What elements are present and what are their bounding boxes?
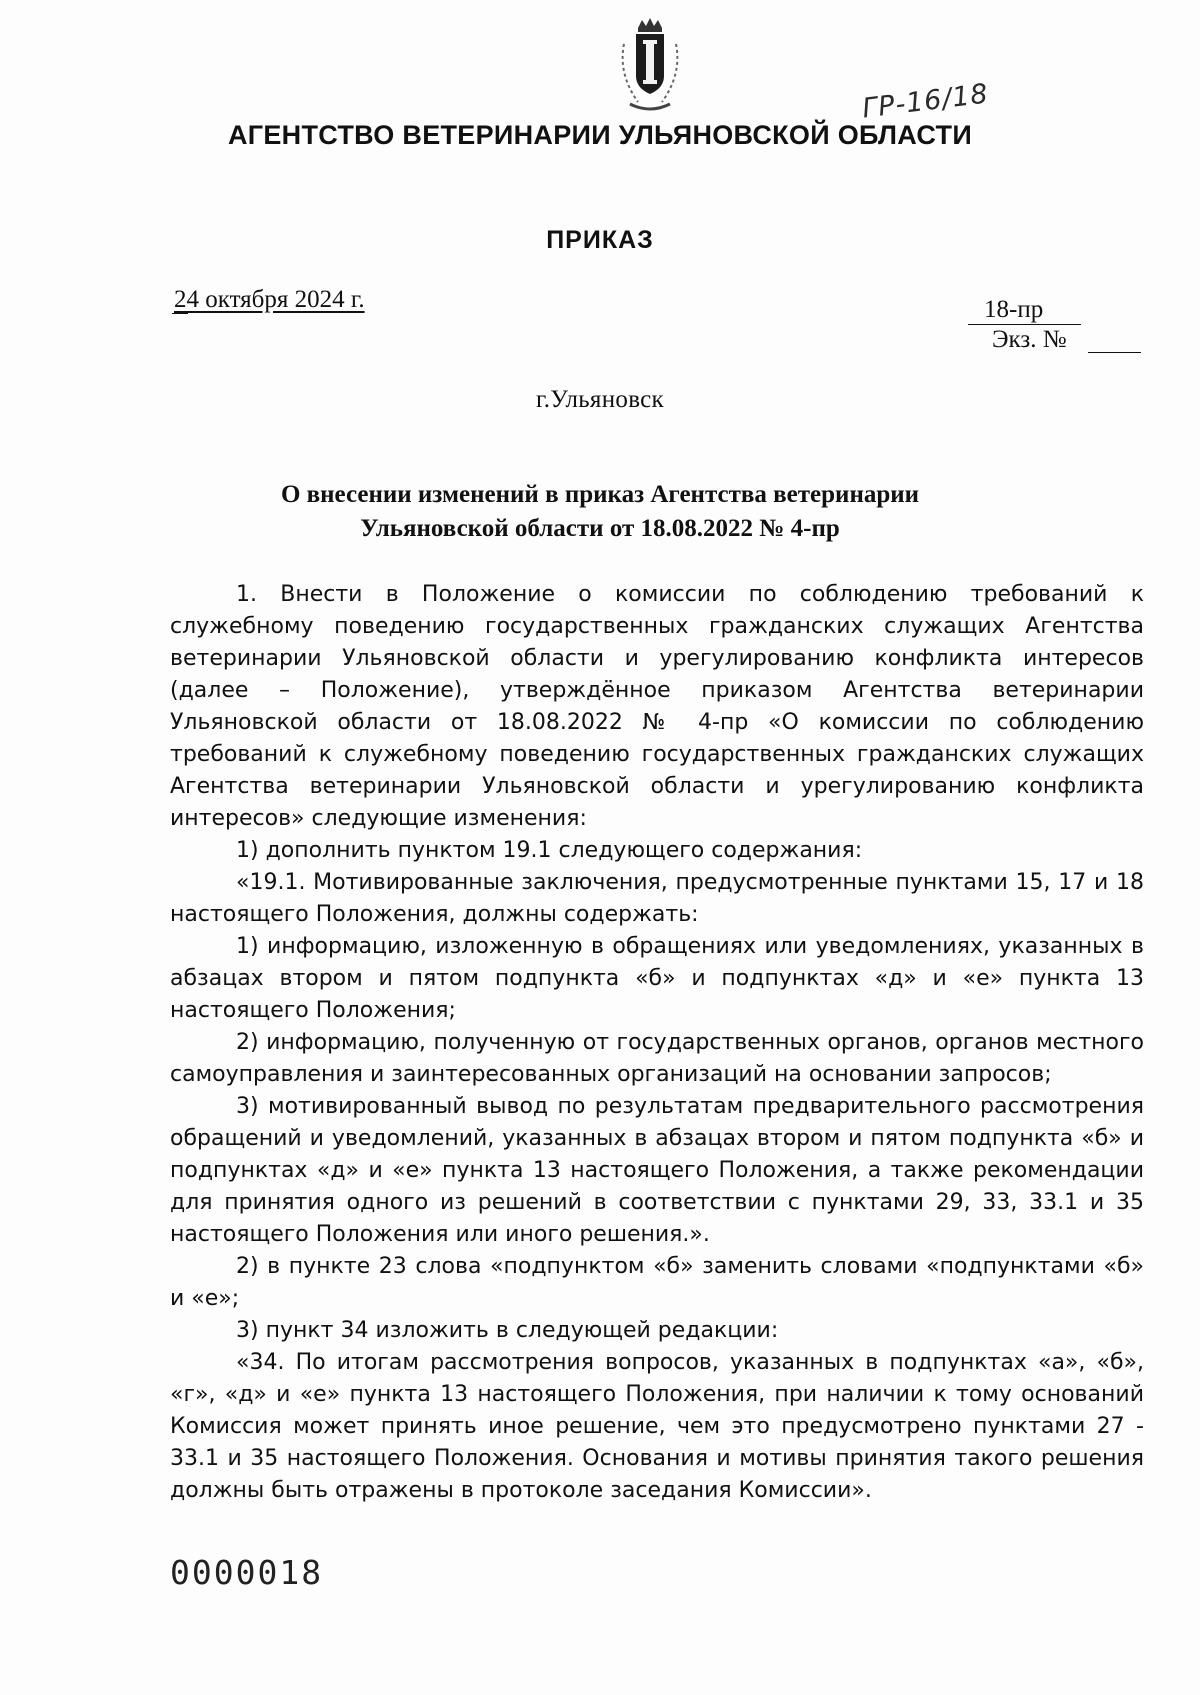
body-paragraph-1: 1. Внести в Положение о комиссии по соблюдению требований к служебному поведению государственных гражданских служащих Агентства ветеринарии Ульяновской области и урегулированию конфликта интересов (далее – Положение), утверждённое приказом Агентства ветеринарии Ульяновской области от 18.08.2022 № 4-пр «О комиссии по соблюдению требований к служебному поведению государственных гражданских служащих Агентства ветеринарии Ульяновской области и урегулированию конфликта интересов» следующие изменения: — [170, 582, 1144, 831]
body-paragraph-3: «19.1. Мотивированные заключения, предусмотренные пунктами 15, 17 и 18 настоящего Положения, должны содержать: — [170, 870, 1144, 927]
copy-number-label: Экз. № — [992, 326, 1067, 353]
registration-handwritten-note: ГР-16/18 — [860, 78, 991, 125]
document-city: г.Ульяновск — [535, 386, 665, 413]
document-serial-code: 0000018 — [170, 1553, 324, 1592]
body-paragraph-4: 1) информацию, изложенную в обращениях или уведомлениях, указанных в абзацах втором и пятом подпункта «б» и подпунктах «д» и «е» пункта 13 настоящего Положения; — [170, 934, 1144, 1023]
body-paragraph-2: 1) дополнить пунктом 19.1 следующего содержания: — [236, 838, 863, 863]
coat-of-arms-icon — [608, 14, 692, 122]
document-title — [0, 478, 1200, 546]
title-line-2: Ульяновской области от 18.08.2022 № 4-пр — [360, 515, 840, 542]
body-paragraph-7: 2) в пункте 23 слова «подпунктом «б» заменить словами «подпунктами «б» и «е»; — [170, 1254, 1144, 1311]
agency-name: АГЕНТСТВО ВЕТЕРИНАРИИ УЛЬЯНОВСКОЙ ОБЛАСТИ — [227, 120, 973, 150]
copy-number-blank — [1088, 352, 1141, 353]
document-number: 18-пр — [984, 296, 1044, 323]
title-line-1: О внесении изменений в приказ Агентства ветеринарии — [280, 481, 920, 508]
document-date: 24 октября 2024 г. — [174, 286, 365, 313]
body-paragraph-8: 3) пункт 34 изложить в следующей редакции: — [236, 1318, 779, 1343]
body-paragraph-6: 3) мотивированный вывод по результатам предварительного рассмотрения обращений и уведомлений, указанных в абзацах втором и пятом подпункта «б» и подпунктах «д» и «е» пункта 13 настоящего Положения, а также рекомендации для принятия одного из решений в соответствии с пунктами 29, 33, 33.1 и 35 настоящего Положения или иного решения.». — [170, 1094, 1144, 1247]
body-paragraph-9: «34. По итогам рассмотрения вопросов, указанных в подпунктах «а», «б», «г», «д» и «е» пункта 13 настоящего Положения, при наличии к тому оснований Комиссия может принять иное решение, чем это предусмотрено пунктами 27 - 33.1 и 35 настоящего Положения. Основания и мотивы принятия такого решения должны быть отражены в протоколе заседания Комиссии». — [170, 1350, 1144, 1503]
body-paragraph-5: 2) информацию, полученную от государственных органов, органов местного самоуправления и заинтересованных организаций на основании запросов; — [170, 1030, 1144, 1087]
number-underline — [968, 324, 1081, 325]
document-type: ПРИКАЗ — [546, 226, 654, 254]
document-body — [170, 579, 1144, 1507]
